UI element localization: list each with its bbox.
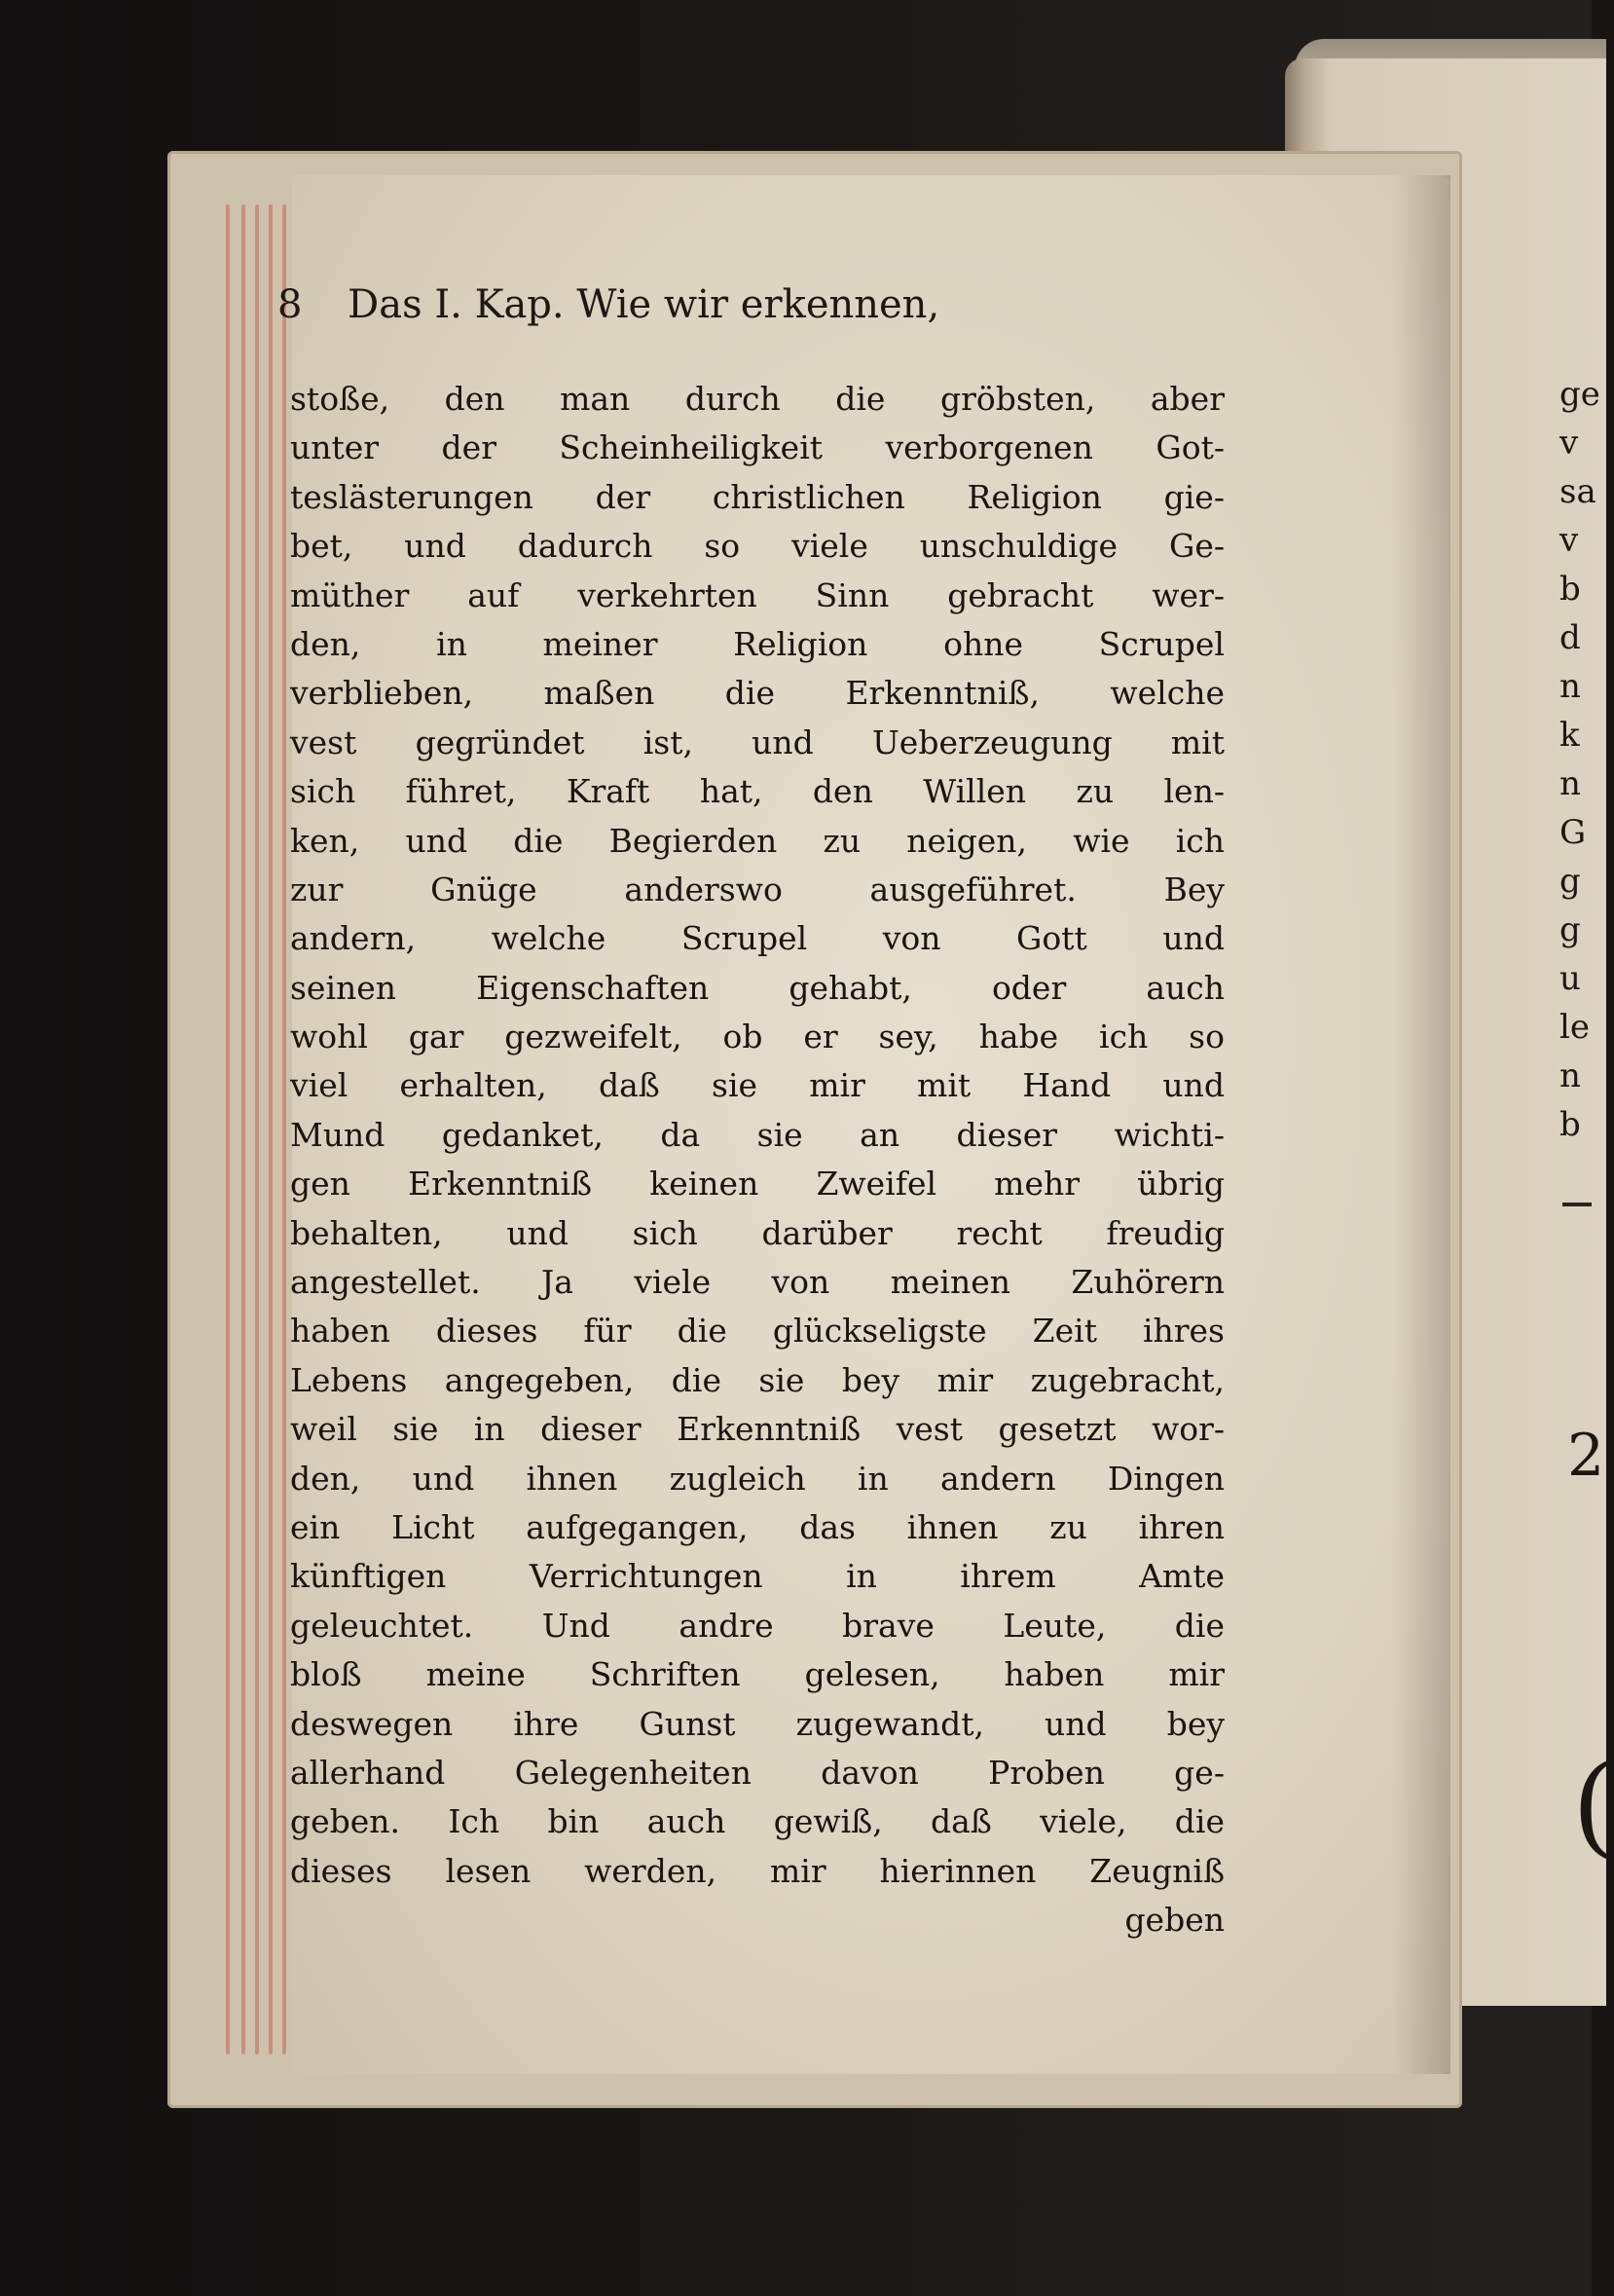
running-title: Das I. Kap. Wie wir erkennen,: [348, 282, 940, 327]
text-line: viel erhalten, daß sie mir mit Hand und: [290, 1066, 1225, 1105]
text-line: unter der Scheinheiligkeit verborgenen Got-: [290, 428, 1225, 467]
facing-page-fragment: (: [1572, 1743, 1614, 1868]
text-line: müther auf verkehrten Sinn gebracht wer-: [290, 575, 1225, 614]
page-number: 8: [277, 282, 303, 327]
facing-page-rule: [1562, 1203, 1592, 1206]
text-line: geleuchtet. Und andre brave Leute, die: [290, 1606, 1225, 1645]
page-edge-line: [269, 204, 273, 2055]
text-line: sich führet, Kraft hat, den Willen zu len-: [290, 772, 1225, 811]
text-line: gen Erkenntniß keinen Zweifel mehr übrig: [290, 1165, 1225, 1204]
page-edge-line: [255, 204, 259, 2055]
text-line: andern, welche Scrupel von Gott und: [290, 919, 1225, 958]
text-line: allerhand Gelegenheiten davon Proben ge-: [290, 1753, 1225, 1792]
text-line: ein Licht aufgegangen, das ihnen zu ihren: [290, 1507, 1225, 1546]
text-line: bloß meine Schriften gelesen, haben mir: [290, 1655, 1225, 1694]
fragment: k: [1559, 716, 1580, 755]
text-line: weil sie in dieser Erkenntniß vest gesetzt wor-: [290, 1410, 1225, 1449]
page-edge-line: [226, 204, 230, 2055]
text-line: zur Gnüge anderswo ausgeführet. Bey: [290, 870, 1225, 908]
body-text: [290, 375, 1225, 1945]
text-line: verblieben, maßen die Erkenntniß, welche: [290, 674, 1225, 713]
text-line: deswegen ihre Gunst zugewandt, und bey: [290, 1704, 1225, 1743]
fragment: n: [1559, 1056, 1581, 1095]
facing-page-fragment: 2: [1567, 1422, 1605, 1490]
text-line: den, in meiner Religion ohne Scrupel: [290, 624, 1225, 663]
facing-page-fragments: [1559, 370, 1598, 1149]
text-line: Lebens angegeben, die sie bey mir zugebracht,: [290, 1360, 1225, 1399]
text-line: behalten, und sich darüber recht freudig: [290, 1213, 1225, 1252]
fragment: v: [1559, 521, 1579, 560]
text-line: künftigen Verrichtungen in ihrem Amte: [290, 1557, 1225, 1596]
fragment: n: [1559, 667, 1581, 706]
text-line: wohl gar gezweifelt, ob er sey, habe ich so: [290, 1018, 1225, 1056]
text-line: angestellet. Ja viele von meinen Zuhörern: [290, 1263, 1225, 1302]
gutter-shadow: [1392, 175, 1450, 2074]
text-line: geben. Ich bin auch gewiß, daß viele, die: [290, 1802, 1225, 1841]
text-line: dieses lesen werden, mir hierinnen Zeugniß: [290, 1851, 1225, 1890]
fragment: n: [1559, 764, 1581, 803]
text-line: stoße, den man durch die gröbsten, aber: [290, 380, 1225, 418]
running-header: [277, 282, 1202, 351]
text-line: seinen Eigenschaften gehabt, oder auch: [290, 968, 1225, 1007]
text-line: haben dieses für die glückseligste Zeit ihres: [290, 1312, 1225, 1351]
catchword: geben: [1124, 1901, 1225, 1940]
fragment: ge: [1559, 375, 1600, 414]
fragment: d: [1559, 618, 1581, 657]
text-line: vest gegründet ist, und Ueberzeugung mit: [290, 722, 1225, 761]
text-line: ken, und die Begierden zu neigen, wie ich: [290, 821, 1225, 860]
fragment: g: [1559, 862, 1581, 901]
fragment: u: [1559, 959, 1581, 998]
fragment: v: [1559, 424, 1579, 463]
text-line: Mund gedanket, da sie an dieser wichti-: [290, 1115, 1225, 1154]
fragment: le: [1559, 1008, 1590, 1047]
fragment: G: [1559, 813, 1587, 852]
page-edge-line: [241, 204, 245, 2055]
text-line: teslästerungen der christlichen Religion gie-: [290, 477, 1225, 516]
fragment: b: [1559, 1105, 1581, 1144]
fragment: g: [1559, 910, 1581, 949]
fragment: sa: [1559, 472, 1596, 511]
fragment: b: [1559, 570, 1581, 609]
page-edge-line: [282, 204, 286, 2055]
text-line: bet, und dadurch so viele unschuldige Ge-: [290, 527, 1225, 566]
text-line: den, und ihnen zugleich in andern Dingen: [290, 1459, 1225, 1498]
